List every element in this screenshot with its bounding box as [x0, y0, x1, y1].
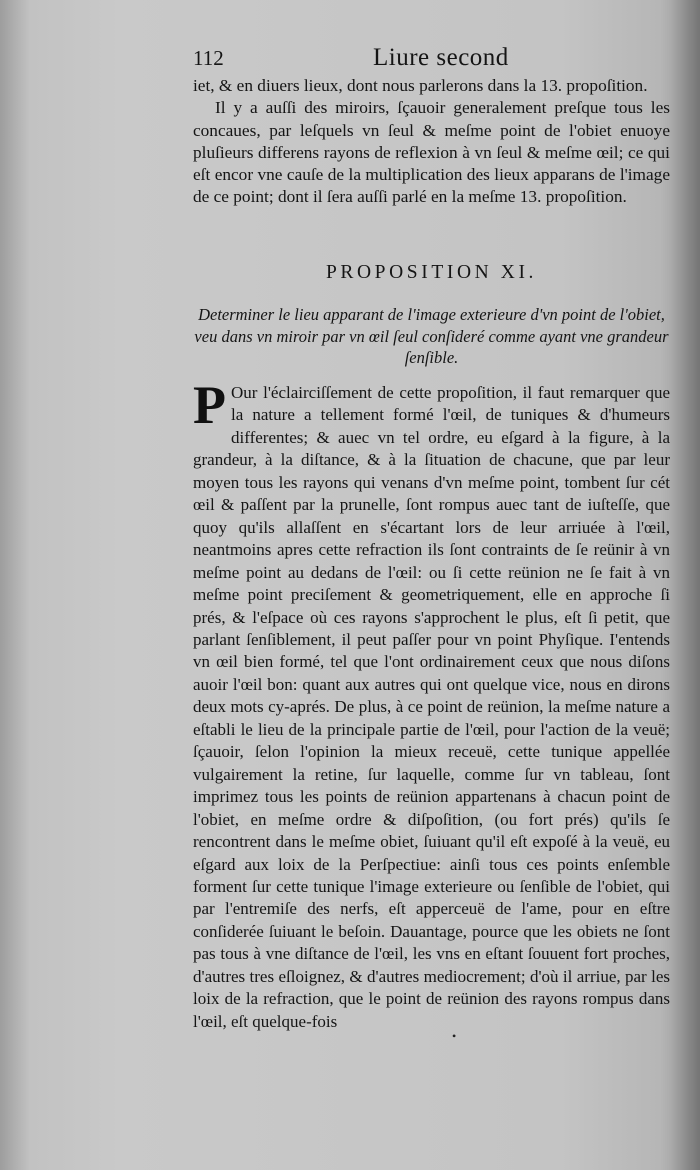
page-header: [193, 42, 668, 76]
main-text: [193, 375, 670, 1033]
drop-cap: P: [193, 375, 226, 435]
page-number: 112: [193, 46, 224, 70]
binding-shadow: [670, 0, 700, 1170]
upper-text: [193, 75, 670, 209]
body-paragraph: Our l'éclairciſſement de cette propoſition, il faut remarquer que la nature a tellement formé l'œil, de tuniques & d'humeurs differentes; & auec vn tel ordre, eu eſgard à la figure, à la grandeur, à la diſtance, & à la ſituation de chacune, que par leur moyen tous les rayons qui venans d'vn meſme point, tombent ſur cét œil & paſſent par la prunelle, ſont rompus auec tant de iuſteſſe, que quoy qu'ils allaſſent en s'écartant lors de leur arriuée à l'œil, neantmoins apres cette refraction ils ſont contraints de ſe reünir à vn meſme point au dedans de l'œil: ou ſi cette reünion ne ſe fait à vn meſme point preciſement & geometriquement, elle en approche ſi prés, & l'eſpace où ces rayons s'approchent le plus, eſt ſi petit, que parlant ſenſiblement, il peut paſſer pour vn point Phyſique. I'entends vn œil bien formé, tel que l'ont ordinairement ceux que nous diſons auoir l'œil bon: quant aux autres qui ont quelque vice, nous en dirons deux mots cy-aprés. De plus, à ce point de reünion, la meſme nature a eſtabli le lieu de la principale partie de l'œil, pour l'action de la veuë; ſçauoir, ſelon l'opinion la mieux receuë, cette tunique appellée vulgairement la retine, ſur laquelle, comme ſur vn tableau, ſont imprimez tous les points de reünion appartenans à chacun point de l'obiet, en meſme ordre & diſpoſition, (ou fort prés) qu'ils ſe rencontrent dans le meſme obiet, ſuiuant qu'il eſt expoſé à la veuë, eu eſgard aux loix de la Perſpectiue: ainſi tous ces points enſemble forment ſur cette tunique l'image exterieure ou ſenſible de l'obiet, qui par l'entremiſe des nerfs, eſt apperceuë de l'ame, pour en eſtre conſiderée ſuiuant le beſoin. Dauantage, pource que les obiets ne ſont pas tous à vne diſtance de l'œil, les vns en eſtant ſouuent fort proches, d'autres tres eſloignez, & d'autres mediocrement; d'où il arriue, par les loix de la refraction, que le point de reünion des rayons rompus dans l'œil, eſt quelque-fois: [193, 383, 670, 1031]
ornament-dot: •: [452, 1029, 457, 1043]
proposition-enunciation: Determiner le lieu apparant de l'image exterieure d'vn point de l'obiet, veu dans vn miroir par vn œil ſeul conſideré comme ayant vne grandeur ſenſible.: [194, 305, 669, 367]
mirrors-paragraph: Il y a auſſi des miroirs, ſçauoir generalement preſque tous les concaues, par leſquels vn ſeul & meſme point de l'obiet enuoye pluſieurs differens rayons de reflexion à vn ſeul & meſme œil; ce qui eſt encor vne cauſe de la multiplication des lieux apparans de l'image de ce point; dont il ſera auſſi parlé en la meſme 13. propoſition.: [193, 98, 670, 207]
proposition-title: PROPOSITION XI.: [325, 262, 538, 283]
running-head: Liure second: [373, 44, 509, 71]
continuation-paragraph: iet, & en diuers lieux, dont nous parlerons dans la 13. propoſition.: [193, 76, 648, 95]
